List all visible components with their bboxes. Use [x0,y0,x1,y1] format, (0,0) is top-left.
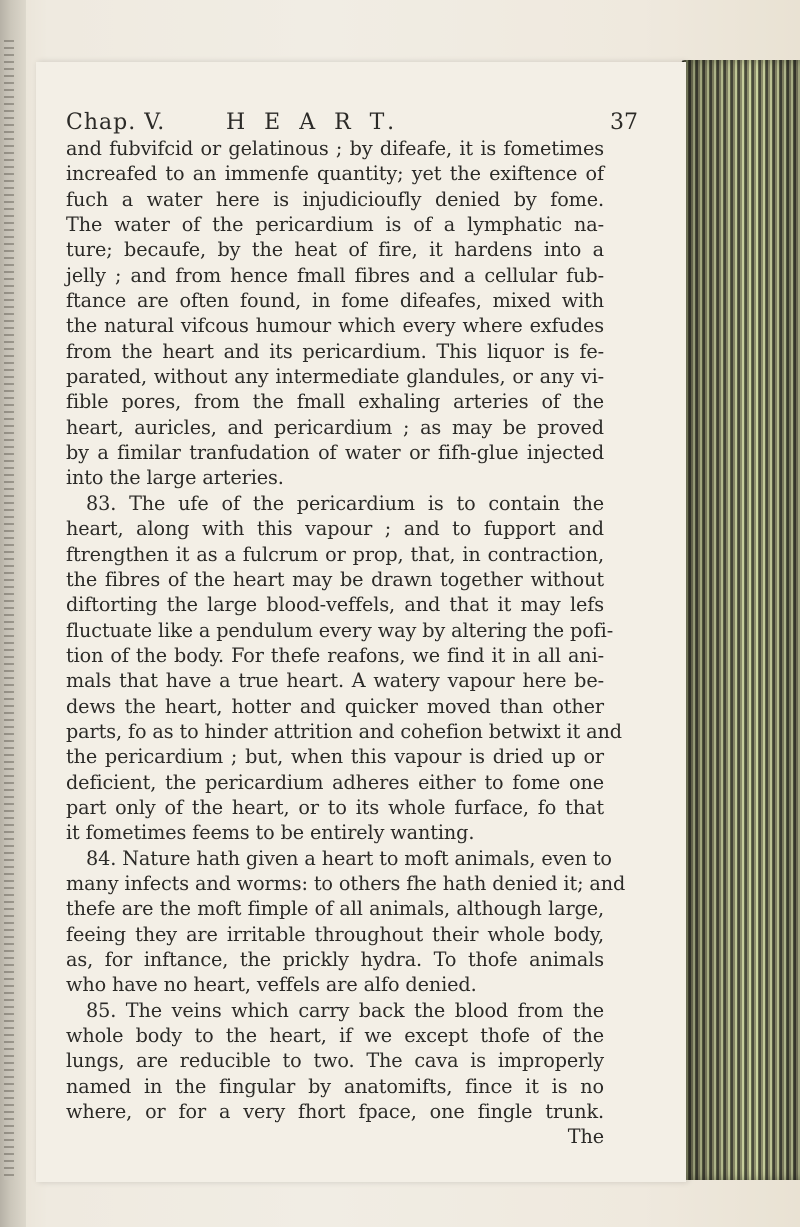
text-line: heart, auricles, and pericardium ; as may be proved [66,415,604,439]
text-line: as, for inftance, the prickly hydra. To thofe animals [66,948,604,971]
text-line: many infects and worms: to others fhe hath denied it; and [66,871,626,895]
text-line: jelly ; and from hence fmall fibres and a cellular fub- [66,263,604,287]
text-line: ftrengthen it as a fulcrum or prop, that, in contraction, [66,542,604,566]
chapter-label: Chap. V. [66,110,166,135]
text-line: dews the heart, hotter and quicker moved than other [66,694,604,718]
text-line: tion of the body. For thefe reafons, we find it in all ani- [66,643,604,667]
text-line: increafed to an immenfe quantity; yet the exiftence of [66,162,604,186]
text-line: thefe are the moft fimple of all animals, although large, [66,897,604,921]
text-line: the fibres of the heart may be drawn together without [66,567,604,591]
text-line: deficient, the pericardium adheres either to fome one [66,770,604,794]
paragraph-83-start: 83. The ufe of the pericardium is to contain the [86,491,604,515]
running-title: H E A R T. [226,110,401,135]
text-line: into the large arteries. [66,466,284,490]
text-line: and fubvifcid or gelatinous ; by difeafe, it is fometimes [66,137,604,160]
body-text [66,136,626,1150]
text-line: heart, along with this vapour ; and to fupport and [66,517,604,541]
text-line: it fometimes feems to be entirely wanting. [66,821,475,845]
text-line: diftorting the large blood-veffels, and that it may lefs [66,593,604,617]
page-edges-stack [680,60,800,1180]
text-line: fuch a water here is injudicioufly denied by fome. [66,187,604,211]
text-line: the pericardium ; but, when this vapour is dried up or [66,745,604,769]
text-line: mals that have a true heart. A watery vapour here be- [66,669,604,693]
text-line: feeing they are irritable throughout their whole body, [66,922,604,946]
text-line: ftance are often found, in fome difeafes, mixed with [66,289,604,313]
catchword: The [567,1125,604,1149]
book-binding-edge [0,0,26,1227]
text-line: who have no heart, veffels are alfo denied. [66,973,477,997]
text-line: from the heart and its pericardium. This liquor is fe- [66,339,604,363]
text-line: the natural vifcous humour which every where exfudes [66,314,604,338]
text-line: named in the fingular by anatomifts, fince it is no [66,1074,604,1098]
text-line: parts, fo as to hinder attrition and cohefion betwixt it and [66,719,622,743]
paragraph-85-start: 85. The veins which carry back the blood from the [86,998,604,1022]
book-page [36,62,686,1182]
text-line: parated, without any intermediate glandules, or any vi- [66,365,604,389]
text-line: The water of the pericardium is of a lymphatic na- [66,213,604,237]
page-number: 37 [610,110,638,135]
text-line: lungs, are reducible to two. The cava is improperly [66,1049,604,1073]
text-line: by a fimilar tranfudation of water or fifh-glue injected [66,441,604,465]
text-line: fible pores, from the fmall exhaling arteries of the [66,390,604,414]
text-line: fluctuate like a pendulum every way by altering the pofi- [66,618,614,642]
text-line: whole body to the heart, if we except thofe of the [66,1024,604,1048]
text-line: part only of the heart, or to its whole furface, fo that [66,795,604,819]
text-line: where, or for a very fhort fpace, one fingle trunk. [66,1100,604,1124]
text-line: ture; becaufe, by the heat of fire, it hardens into a [66,238,604,262]
paragraph-84-start: 84. Nature hath given a heart to moft animals, even to [86,846,612,870]
